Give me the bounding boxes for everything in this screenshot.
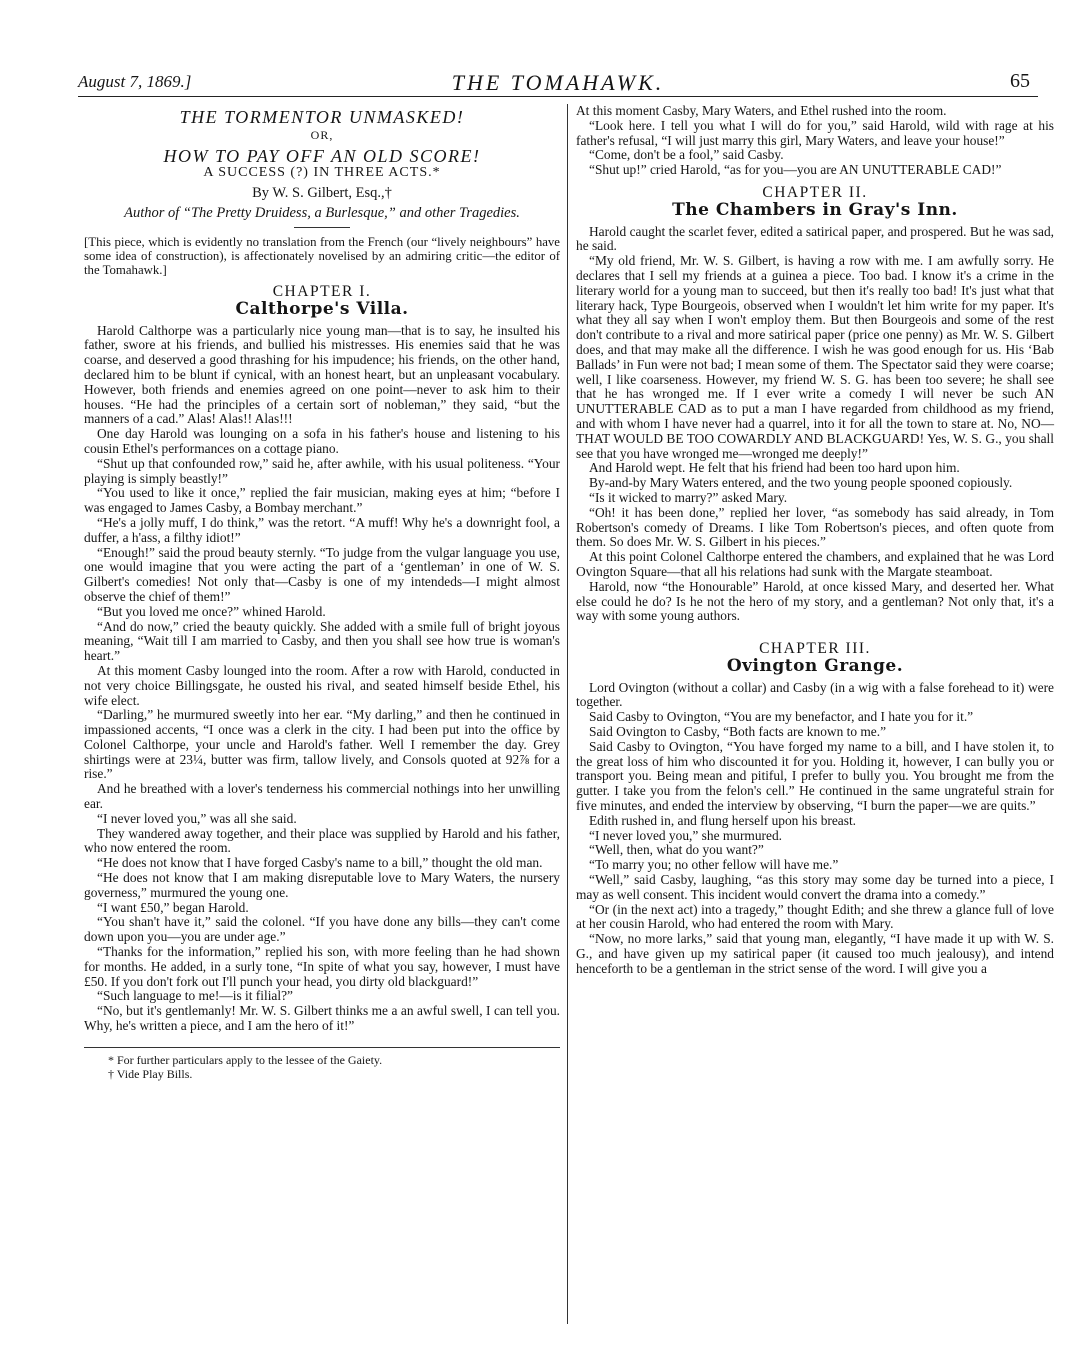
- paragraph: Said Casby to Ovington, “You are my benefactor, and I hate you for it.”: [589, 709, 974, 725]
- right-column: [576, 104, 1054, 977]
- paragraph: “He does not know that I am making disreputable love to Mary Waters, the nursery governess,” murmured the young one.: [84, 870, 560, 900]
- footnote-playbills: † Vide Play Bills.: [108, 1066, 193, 1081]
- paragraph: “Or (in the next act) into a tragedy,” thought Edith; and she threw a glance full of love at her cousin Harold, who had entered the room with Mary.: [576, 901, 1054, 932]
- play-title-line2: HOW TO PAY OFF AN OLD SCORE!: [163, 145, 481, 166]
- paragraph: “Such language to me!—is it filial?”: [97, 988, 293, 1004]
- paragraph: “Now, no more larks,” said that young man, elegantly, “I have made it up with W. S. G., and have given up my satirical paper (it caused too much jealousy), and intend henceforth to be a gentleman in the strict sense of the word. I will give you a: [576, 931, 1054, 976]
- paragraph: Said Ovington to Casby, “Both facts are known to me.”: [589, 724, 887, 740]
- paragraph: “Well, then, what do you want?”: [589, 842, 764, 858]
- author-works: Author of “The Pretty Druidess, a Burlesque,” and other Tragedies.: [124, 204, 520, 221]
- paragraph: “He's a jolly muff, I do think,” was the retort. “A muff! Why he's a downright fool, a duffer, a h'ass, a filthy idiot!”: [84, 514, 560, 545]
- title-rule: [294, 227, 350, 228]
- paragraph: “Shut up!” cried Harold, “as for you—you are AN UNUTTERABLE CAD!”: [589, 162, 1002, 178]
- paragraph: By-and-by Mary Waters entered, and the two young people spooned copiously.: [589, 475, 1013, 491]
- footnote-gaiety: * For further particulars apply to the lessee of the Gaiety.: [108, 1052, 383, 1067]
- paragraph: Said Casby to Ovington, “You have forged my name to a bill, and I have stolen it, to the great loss of him who discounted it for you. Holding it, however, I can bully you or transport you. Being mean and pitiful, I prefer to bully you. You brought me from the gutter. I take you from the felon's cell.” He continued in the same ungrateful strain for five minutes, and ended the interview by observing, “I burn the paper—we are quits.”: [576, 738, 1054, 814]
- chapter-1-heading: CHAPTER I.: [272, 282, 372, 300]
- paragraph: “He does not know that I have forged Casby's name to a bill,” thought the old man.: [97, 855, 543, 871]
- chapter-2-heading: CHAPTER II.: [762, 183, 868, 201]
- author-line: By W. S. Gilbert, Esq.,†: [252, 185, 392, 202]
- header-rule: [78, 96, 1038, 97]
- paragraph: “To marry you; no other fellow will have me.”: [589, 857, 839, 873]
- paragraph: Edith rushed in, and flung herself upon his breast.: [589, 812, 857, 828]
- play-title-line1: THE TORMENTOR UNMASKED!: [179, 107, 465, 127]
- issue-date: August 7, 1869.]: [78, 72, 192, 91]
- paragraph: “I never loved you,” she murmured.: [589, 827, 782, 843]
- page-number: 65: [1010, 70, 1030, 92]
- paragraph: And Harold wept. He felt that his friend had been too hard upon him.: [589, 460, 960, 476]
- paragraph: “Oh! it has been done,” replied her lover, “as somebody has said already, in Tom Robertson's comedy of Dreams. I like Tom Robertson's pieces, and often quote from them. So does Mr. W. S. Gilbert in his pieces.”: [576, 504, 1054, 550]
- paragraph: “Come, don't be a fool,” said Casby.: [589, 147, 784, 163]
- chapter-3-heading: CHAPTER III.: [759, 640, 871, 658]
- paragraph: “Thanks for the information,” replied his son, with more feeling than he had shown for months. He added, in a surly tone, “In spite of what you say, however, I must have £50. If you don't fork out I'll punch your head, you dirty old blackguard!”: [84, 944, 560, 989]
- paragraph: “Is it wicked to marry?” asked Mary.: [589, 489, 788, 505]
- paragraph: “Darling,” he murmured sweetly into her ear. “My darling,” and then he continued in impassioned accents, “I once was a clerk in the city. I had been put into the office by Colonel Calthorpe, your uncle and Harold's father. Well I remember the day. Grey shirtings were at 23¼, butter was firm, tallow lively, and Consols quoted at 92⅞ for a rise.”: [84, 707, 560, 782]
- paragraph: “Well,” said Casby, laughing, “as this story may some day be turned into a piece, I may as well consent. This incident would convert the drama into a comedy.”: [576, 872, 1054, 902]
- editor-note: [This piece, which is evidently no translation from the French (our “lively neighbours” have some idea of construction), is affectionately novelised by an admiring critic—the editor of the Tomahawk.]: [84, 234, 560, 277]
- paragraph: At this moment Casby, Mary Waters, and Ethel rushed into the room.: [576, 103, 947, 118]
- paragraph: “Look here. I tell you what I will do for you,” said Harold, wild with rage at his father's refusal, “I will just marry this girl, Mary Waters, and leave your house!”: [576, 117, 1054, 148]
- paragraph: They wandered away together, and their place was supplied by Harold and his father, who now entered the room.: [84, 825, 560, 856]
- paragraph: Harold caught the scarlet fever, edited a satirical paper, and prospered. But he was sad, he said.: [576, 223, 1054, 254]
- paragraph: “You shan't have it,” said the colonel. “If you have done any bills—they can't come down upon you—you are under age.”: [84, 914, 560, 945]
- title-or: OR,: [310, 127, 334, 142]
- column-divider: [567, 104, 568, 1324]
- running-head: [78, 70, 1038, 96]
- paragraph: “No, but it's gentlemanly! Mr. W. S. Gilbert thinks me a an awful swell, I can tell you. Why, he's written a piece, and I am the hero of it!”: [84, 1003, 560, 1034]
- paragraph: One day Harold was lounging on a sofa in his father's house and listening to his cousin Ethel's performances on a cottage piano.: [84, 426, 560, 456]
- paragraph: At this moment Casby lounged into the room. After a row with Harold, conducted in not very choice Billingsgate, he ousted his rival, and seated himself beside Ethel, his wife elect.: [84, 662, 560, 708]
- paragraph: “I want £50,” began Harold.: [97, 899, 249, 915]
- paragraph: “But you loved me once?” whined Harold.: [97, 603, 326, 619]
- paragraph: “And do now,” cried the beauty quickly. She added with a smile full of bright joyous meaning, “Wait till I am married to Casby, and then you shall see how true is woman's heart.”: [84, 618, 560, 664]
- paragraph: At this point Colonel Calthorpe entered the chambers, and explained that he was Lord Ovington Square—that all his relations had sunk with the Margate steamboat.: [576, 549, 1054, 579]
- chapter-2-title: The Chambers in Gray's Inn.: [672, 199, 958, 220]
- paragraph: “You used to like it once,” replied the fair musician, making eyes at him; “before I was engaged to James Casby, a Bombay merchant.”: [84, 485, 560, 516]
- paragraph: Harold Calthorpe was a particularly nice young man—that is to say, he insulted his father, swore at his friends, and bullied his mistresses. His enemies said that he was coarse, and deserved a good thrashing for his impudence; his friends, on the other hand, declared him to be blunt if cynical, with an honest heart, but an unpleasant vocabulary. However, both friends and enemies agreed on one point—never to ask him to their houses. “He had the principles of a certain sort of nobleman,” they said, “but the manners of a cad.” Alas! Alas!! Alas!!!: [84, 322, 560, 427]
- paragraph: “My old friend, Mr. W. S. Gilbert, is having a row with me. I am awfully sorry. He declares that I sell my friends at a guinea a piece. Too bad. I know it's a crime in the literary world for a young man to succeed, but then it's really too bad! It's just what that literary hack, Type Bourgeois, observed when I wouldn't let him write for my paper. It's what they all say when I won't employ them. But then Bourgeois and some of the rest don't contribute to a rival and more satirical paper (price one penny) as Mr. W. S. Gilbert does, and that may make all the difference. I wish he was good enough for us. His ‘Bab Ballads’ in Fun were not bad; I mean some of them. The Spectator said they were coarse; well, I like coarseness. However, my friend W. S. G. has been too severe; he shall see that he has wronged me. If I ever write a comedy I will never be such AN UNUTTERABLE CAD as to put a man I have regarded from childhood as my friend, and with whom I have never had a quarrel, into it for all the town to stare at. No, NO—THAT WOULD BE TOO COWARDLY AND BLACKGUARD! Yes, W. S. G., you shall see that you have wronged me—wronged me deeply!”: [576, 253, 1054, 461]
- masthead-title: THE TOMAHAWK.: [451, 70, 665, 95]
- paragraph: “I never loved you,” was all she said.: [97, 810, 297, 826]
- paragraph: “Shut up that confounded row,” said he, after awhile, with his usual politeness. “Your playing is simply beastly!”: [84, 455, 560, 486]
- paragraph: Harold, now “the Honourable” Harold, at once kissed Mary, and deserted her. What else could he do? Is he not the hero of my story, and a gentleman? Not only that, it's a way with some young authors.: [576, 578, 1054, 624]
- paragraph: “Enough!” said the proud beauty sternly. “To judge from the vulgar language you use, one would imagine that you were acting the part of a ‘gentleman’ in one of W. S. Gilbert's comedies! Not only that—Casby is one of my intendeds—I might almost observe the chief of them!”: [84, 544, 560, 604]
- paragraph: Lord Ovington (without a collar) and Casby (in a wig with a false forehead to it) were together.: [576, 679, 1054, 710]
- footnote-rule: [84, 1047, 560, 1048]
- paragraph: And he breathed with a lover's tenderness his commercial nothings into her unwilling ear.: [84, 781, 560, 812]
- chapter-3-title: Ovington Grange.: [726, 655, 904, 676]
- chapter-1-title: Calthorpe's Villa.: [235, 298, 409, 319]
- left-column: [84, 104, 560, 1081]
- play-subtitle: A SUCCESS (?) IN THREE ACTS.*: [203, 165, 441, 181]
